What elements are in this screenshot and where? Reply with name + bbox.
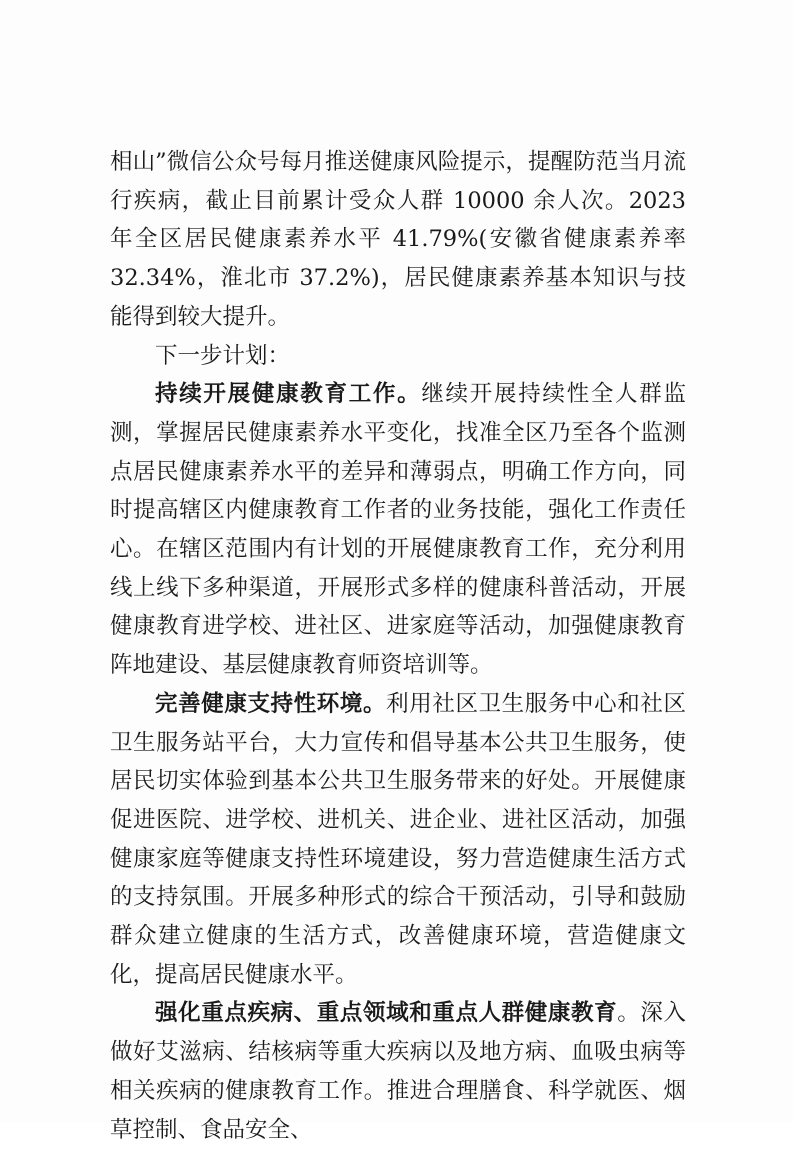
section-body-3: 。深入做好艾滋病、结核病等重大疾病以及地方病、血吸虫病等相关疾病的健康教育工作。推进合理膳食、科学就医、烟草控制、食品安全、 bbox=[110, 1000, 686, 1143]
section-body-1: 继续开展持续性全人群监测，掌握居民健康素养水平变化，找准全区乃至各个监测点居民健康素养水平的差异和薄弱点，明确工作方向，同时提高辖区内健康教育工作者的业务技能，强化工作责任心。在辖区范围内有计划的开展健康教育工作，充分利用线上线下多种渠道，开展形式多样的健康科普活动，开展健康教育进学校、进社区、进家庭等活动，加强健康教育阵地建设、基层健康教育师资培训等。 bbox=[110, 381, 686, 679]
section-paragraph-1 bbox=[110, 375, 686, 685]
continuation-paragraph: 相山”微信公众号每月推送健康风险提示，提醒防范当月流行疾病，截止目前累计受众人群 10000 余人次。2023 年全区居民健康素养水平 41.79%(安徽省健康素养率 32.34%，淮北市 37.2%)，居民健康素养基本知识与技能得到较大提升。 bbox=[110, 149, 686, 330]
section-paragraph-3 bbox=[110, 994, 686, 1149]
section-title-1: 持续开展健康教育工作。 bbox=[155, 381, 422, 408]
section-title-3: 强化重点疾病、重点领域和重点人群健康教育 bbox=[155, 1000, 618, 1027]
next-step-heading: 下一步计划： bbox=[155, 342, 291, 369]
section-body-2: 利用社区卫生服务中心和社区卫生服务站平台，大力宣传和倡导基本公共卫生服务，使居民切实体验到基本公共卫生服务带来的好处。开展健康促进医院、进学校、进机关、进企业、进社区活动，加强健康家庭等健康支持性环境建设，努力营造健康生活方式的支持氛围。开展多种形式的综合干预活动，引导和鼓励群众建立健康的生活方式，改善健康环境，营造健康文化，提高居民健康水平。 bbox=[110, 690, 686, 988]
section-paragraph-2 bbox=[110, 685, 686, 995]
section-title-2: 完善健康支持性环境。 bbox=[155, 690, 387, 717]
document-body bbox=[110, 143, 686, 1149]
